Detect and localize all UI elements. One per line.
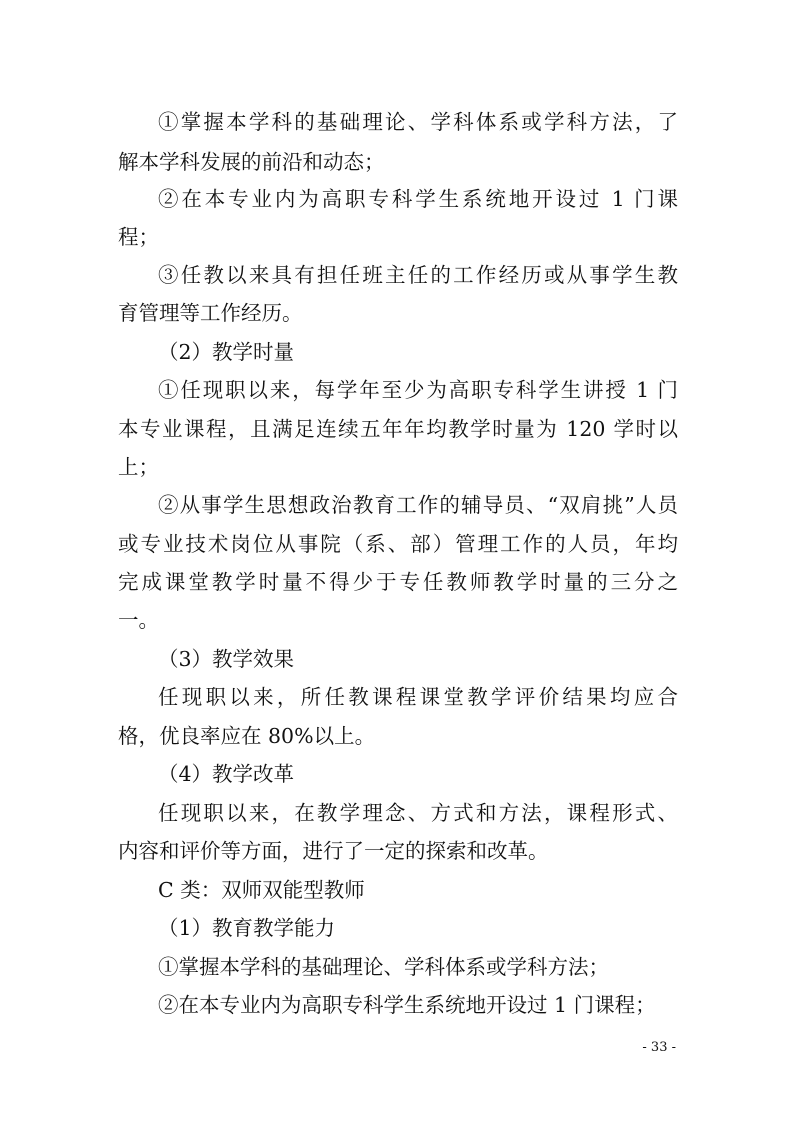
text-line: ①掌握本学科的基础理论、学科体系或学科方法，了 <box>158 110 678 134</box>
text-line: 内容和评价等方面，进行了一定的探索和改革。 <box>118 839 549 863</box>
text-line: 上； <box>118 455 159 479</box>
text-line: ②在本专业内为高职专科学生系统地开设过 1 门课 <box>158 187 678 211</box>
section-heading: （3）教学效果 <box>158 647 295 671</box>
text-line: 育管理等工作经历。 <box>118 301 303 325</box>
text-line: 格，优良率应在 80%以上。 <box>118 724 376 748</box>
section-heading: （2）教学时量 <box>158 340 295 364</box>
text-line: 或专业技术岗位从事院（系、部）管理工作的人员，年均 <box>118 532 678 556</box>
text-line: 一。 <box>118 608 159 632</box>
text-line: 程； <box>118 225 159 249</box>
text-line: ①掌握本学科的基础理论、学科体系或学科方法； <box>158 955 609 979</box>
text-line: ③任教以来具有担任班主任的工作经历或从事学生教 <box>158 263 678 287</box>
text-line: ②在本专业内为高职专科学生系统地开设过 1 门课程； <box>158 993 656 1017</box>
text-line: 任现职以来，所任教课程课堂教学评价结果均应合 <box>158 685 678 709</box>
text-line: 解本学科发展的前沿和动态； <box>118 150 385 174</box>
section-heading: （1）教育教学能力 <box>158 916 336 940</box>
text-line: ①任现职以来，每学年至少为高职专科学生讲授 1 门 <box>158 378 678 402</box>
text-line: 任现职以来，在教学理念、方式和方法，课程形式、 <box>158 801 678 825</box>
page-number: - 33 - <box>642 1040 676 1055</box>
category-heading: C 类：双师双能型教师 <box>158 878 365 902</box>
text-line: 本专业课程，且满足连续五年年均教学时量为 120 学时以 <box>118 417 678 441</box>
section-heading: （4）教学改革 <box>158 762 295 786</box>
text-line: ②从事学生思想政治教育工作的辅导员、“双肩挑”人员 <box>158 493 678 517</box>
text-line: 完成课堂教学时量不得少于专任教师教学时量的三分之 <box>118 570 678 594</box>
